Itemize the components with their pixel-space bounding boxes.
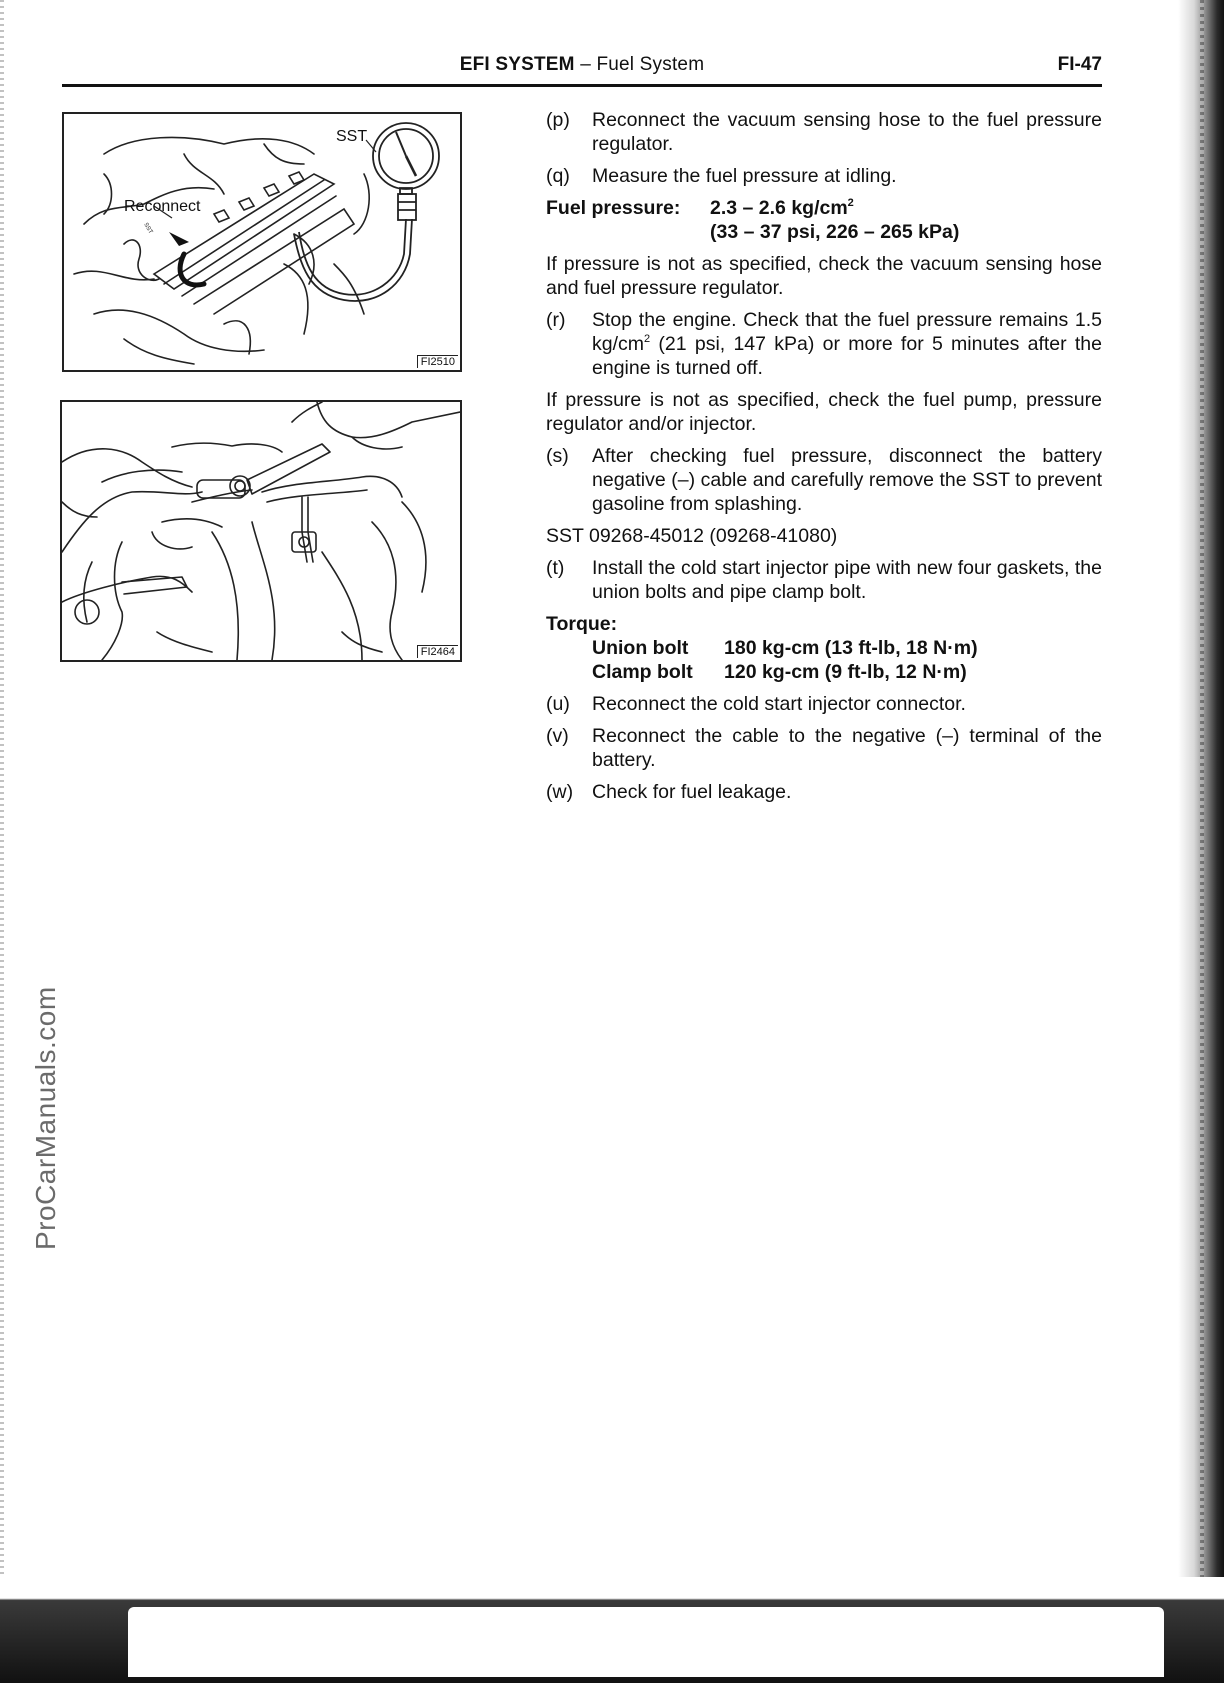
step-marker: (u) bbox=[546, 693, 570, 715]
torque-spec bbox=[546, 612, 1102, 684]
scan-bottom-shadow bbox=[0, 1577, 1224, 1683]
watermark bbox=[30, 980, 60, 1280]
torque-value: 120 kg-cm (9 ft-lb, 12 N·m) bbox=[724, 661, 967, 683]
spec-value-secondary: (33 – 37 psi, 226 – 265 kPa) bbox=[710, 221, 960, 243]
reconnect-label: Reconnect bbox=[124, 198, 201, 215]
step-text: Install the cold start injector pipe with new four gaskets, the union bolts and pipe clamp bolt. bbox=[592, 557, 1102, 603]
figure-code: FI2464 bbox=[417, 645, 458, 658]
arrow-icon bbox=[169, 232, 189, 246]
step-marker: (r) bbox=[546, 309, 566, 331]
step-v bbox=[546, 724, 1102, 772]
figure-injector-pipe bbox=[60, 400, 462, 662]
step-marker: (t) bbox=[546, 557, 565, 579]
note-fuel-pump: If pressure is not as specified, check the fuel pump, pressure regulator and/or injector. bbox=[546, 389, 1102, 435]
step-s bbox=[546, 444, 1102, 516]
spec-label: Fuel pressure: bbox=[546, 197, 681, 219]
procedure-text bbox=[546, 108, 1102, 812]
torque-name: Clamp bolt bbox=[592, 661, 693, 683]
step-u bbox=[546, 692, 1102, 716]
step-w bbox=[546, 780, 1102, 804]
step-p bbox=[546, 108, 1102, 156]
torque-name: Union bolt bbox=[592, 637, 689, 659]
figure-pressure-gauge bbox=[62, 112, 462, 372]
sst-label: SST bbox=[336, 128, 368, 145]
step-marker: (p) bbox=[546, 109, 570, 131]
step-text: Reconnect the cable to the negative (–) terminal of the battery. bbox=[592, 725, 1102, 771]
header-section-rest: – Fuel System bbox=[574, 54, 705, 75]
step-text: Check for fuel leakage. bbox=[592, 781, 792, 803]
step-text: After checking fuel pressure, disconnect the battery negative (–) cable and carefully remove the SST to prevent gasoline from splashing. bbox=[592, 445, 1102, 515]
torque-value: 180 kg-cm (13 ft-lb, 18 N·m) bbox=[724, 637, 978, 659]
note-vacuum-hose: If pressure is not as specified, check the vacuum sensing hose and fuel pressure regulator. bbox=[546, 253, 1102, 299]
engine-gauge-illustration bbox=[64, 114, 460, 370]
step-q bbox=[546, 164, 1102, 188]
page-bottom-area bbox=[128, 1607, 1164, 1677]
step-r bbox=[546, 308, 1102, 380]
step-marker: (w) bbox=[546, 781, 574, 803]
step-marker: (q) bbox=[546, 165, 570, 187]
header-section-bold: EFI SYSTEM bbox=[459, 54, 575, 75]
torque-label: Torque: bbox=[546, 613, 618, 635]
step-t bbox=[546, 556, 1102, 604]
svg-text:SST: SST bbox=[142, 222, 154, 236]
torque-row bbox=[546, 636, 1102, 660]
torque-row bbox=[546, 660, 1102, 684]
sst-part-number: SST 09268-45012 (09268-41080) bbox=[546, 525, 838, 547]
step-marker: (s) bbox=[546, 445, 569, 467]
step-text: Measure the fuel pressure at idling. bbox=[592, 165, 897, 187]
spec-value-primary: 2.3 – 2.6 $kg/cm^2$ bbox=[710, 197, 854, 219]
scan-binding-shadow bbox=[1178, 0, 1224, 1683]
step-text: Reconnect the cold start injector connector. bbox=[592, 693, 966, 715]
page-header bbox=[62, 50, 1102, 87]
page-number: FI-47 bbox=[1057, 54, 1102, 75]
step-marker: (v) bbox=[546, 725, 569, 747]
step-text: Reconnect the vacuum sensing hose to the fuel pressure regulator. bbox=[592, 109, 1102, 155]
fuel-pressure-spec bbox=[546, 196, 1102, 244]
step-text: Stop the engine. Check that the fuel pressure remains 1.5 $kg/cm^2$ (21 psi, 147 kPa) or more for 5 minutes after the engine is turned off. bbox=[592, 309, 1102, 379]
header-title bbox=[62, 54, 1102, 76]
figure-code: FI2510 bbox=[417, 355, 458, 368]
watermark-text: ProCarManuals.com bbox=[30, 986, 61, 1250]
page-left-edge bbox=[0, 0, 4, 1580]
wrench-hands-illustration bbox=[62, 402, 460, 660]
